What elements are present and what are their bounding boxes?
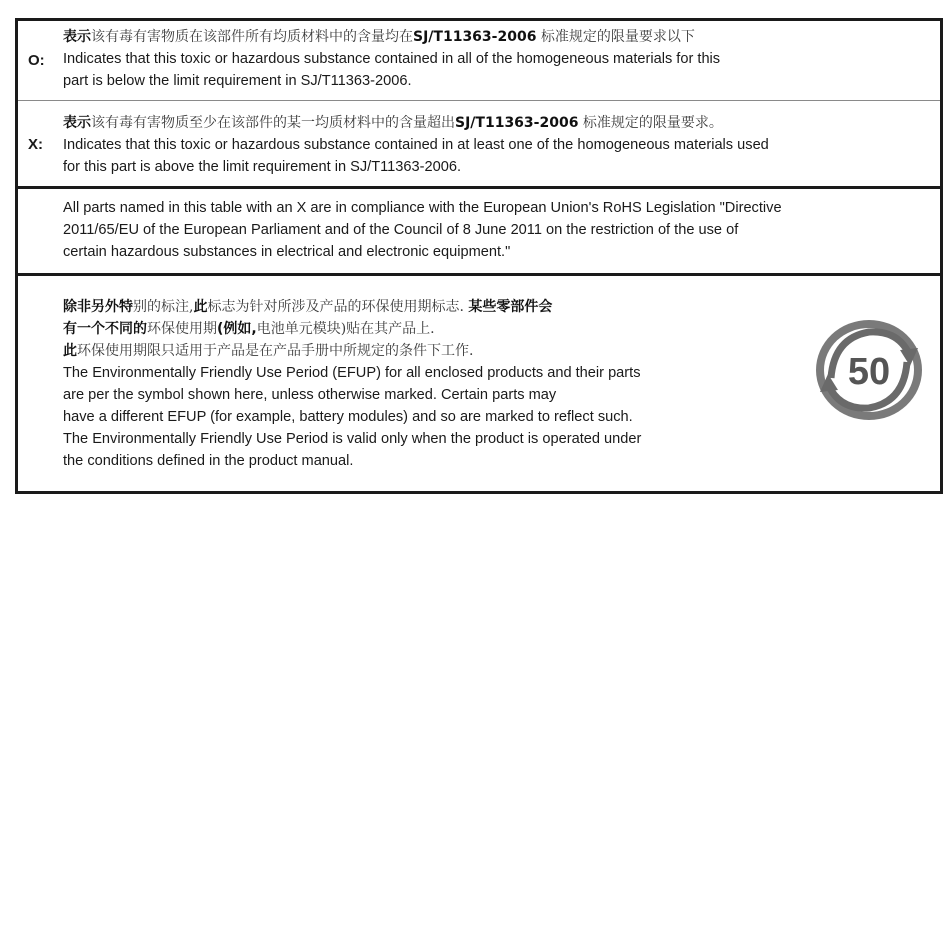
efup-zh2-bold-c: (例如,	[217, 321, 257, 337]
legend-o-zh-text: 该有毒有害物质在该部件所有均质材料中的含量均在	[91, 29, 413, 45]
efup-zh1-text-d: 标志为针对所涉及产品的环保使用期标志.	[207, 299, 469, 315]
efup-logo-number: 50	[847, 351, 891, 393]
efup-text	[63, 296, 783, 472]
rohs-line1: All parts named in this table with an X are in compliance with the European Union's RoHS Legislation "Directive	[63, 200, 782, 216]
legend-text-x	[63, 112, 934, 178]
efup-en-line2: are per the symbol shown here, unless otherwise marked. Certain parts may	[63, 387, 557, 403]
rohs-line2: 2011/65/EU of the European Parliament and of the Council of 8 June 2011 on the restriction of the use of	[63, 222, 739, 238]
efup-zh-line1	[63, 296, 783, 318]
legend-mark-x: X:	[28, 136, 43, 153]
legend-o-zh-bold: 表示	[63, 29, 91, 45]
efup-en-line1: The Environmentally Friendly Use Period (EFUP) for all enclosed products and their parts	[63, 365, 641, 381]
legend-o-english-line1: Indicates that this toxic or hazardous substance contained in all of the homogeneous materials for this	[63, 51, 721, 67]
legend-x-zh-standard: SJ/T11363-2006	[455, 115, 579, 131]
legend-text-o	[63, 26, 934, 92]
legend-x-chinese	[63, 112, 934, 134]
efup-zh-line3	[63, 340, 783, 362]
efup-en-line5: the conditions defined in the product manual.	[63, 453, 354, 469]
efup-zh2-bold-a: 有一个不同的	[63, 321, 147, 337]
legend-o-zh-tail: 标准规定的限量要求以下	[536, 29, 695, 45]
legend-x-zh-bold: 表示	[63, 115, 91, 131]
rohs-compliance-row	[18, 189, 940, 276]
legend-x-zh-text: 该有毒有害物质至少在该部件的某一均质材料中的含量超出	[91, 115, 455, 131]
efup-row	[18, 276, 940, 491]
efup-zh3-bold-a: 此	[63, 343, 77, 359]
efup-zh2-text-d: 电池单元模块)贴在其产品上.	[256, 321, 435, 337]
legend-x-english-line2: for this part is above the limit requirement in SJ/T11363-2006.	[63, 159, 462, 175]
legend-x-zh-tail: 标准规定的限量要求。	[578, 115, 723, 131]
efup-en-line4: The Environmentally Friendly Use Period is valid only when the product is operated under	[63, 431, 642, 447]
legend-mark-o: O:	[28, 52, 45, 69]
legend-o-chinese	[63, 26, 934, 48]
efup-zh3-text-b: 环保使用期限只适用于产品是在产品手册中所规定的条件下工作.	[77, 343, 474, 359]
efup-50-recycle-icon	[814, 318, 924, 422]
rohs-compliance-text	[63, 197, 934, 263]
efup-zh2-text-b: 环保使用期	[147, 321, 217, 337]
efup-zh1-text-b: 别的标注,	[133, 299, 194, 315]
legend-row-o	[18, 21, 940, 101]
legend-row-x	[18, 101, 940, 189]
efup-en-line3: have a different EFUP (for example, battery modules) and so are marked to reflect such.	[63, 409, 633, 425]
legend-o-english-line2: part is below the limit requirement in SJ/T11363-2006.	[63, 73, 412, 89]
efup-zh1-bold-e: 某些零部件会	[468, 299, 553, 315]
legend-x-english-line1: Indicates that this toxic or hazardous substance contained in at least one of the homogeneous materials used	[63, 137, 769, 153]
legend-o-zh-standard: SJ/T11363-2006	[413, 29, 537, 45]
efup-zh1-bold-c: 此	[193, 299, 208, 315]
efup-zh-line2	[63, 318, 783, 340]
efup-zh1-bold-a: 除非另外特	[63, 299, 133, 315]
rohs-declaration-table	[15, 18, 943, 494]
rohs-line3: certain hazardous substances in electrical and electronic equipment."	[63, 244, 511, 260]
